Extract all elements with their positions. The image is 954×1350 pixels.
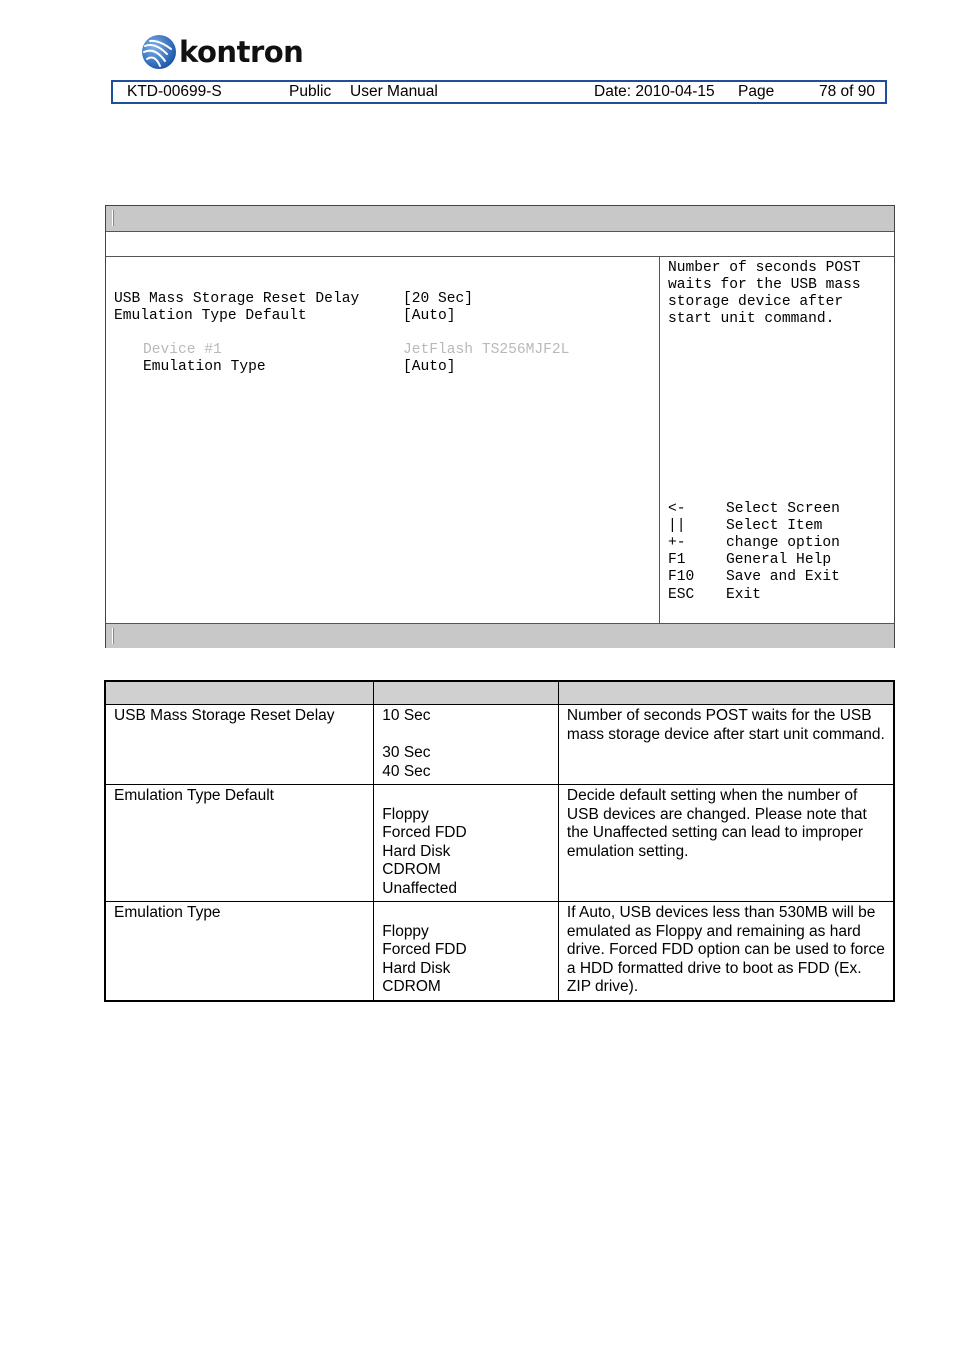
table-row bbox=[105, 705, 894, 785]
key-f10: F10 bbox=[668, 569, 695, 585]
key-action: Save and Exit bbox=[726, 569, 840, 585]
brand-name: kontron bbox=[179, 35, 304, 69]
bios-panel-divider bbox=[659, 257, 660, 623]
option-value: Forced FDD bbox=[382, 824, 467, 841]
feature-cell: Emulation Type Default bbox=[105, 785, 374, 902]
help-line: storage device after bbox=[668, 294, 844, 310]
doc-classification: Public bbox=[289, 83, 332, 100]
key-f1: F1 bbox=[668, 552, 686, 568]
doc-type: User Manual bbox=[350, 83, 438, 100]
column-header bbox=[558, 681, 894, 705]
key-action: change option bbox=[726, 535, 840, 551]
option-gap bbox=[382, 904, 550, 923]
help-line: start unit command. bbox=[668, 311, 835, 327]
page-number: 78 of 90 bbox=[819, 83, 876, 100]
option-value: Floppy bbox=[382, 922, 429, 940]
options-cell bbox=[374, 705, 559, 785]
device-emulation-label: Emulation Type bbox=[143, 359, 266, 375]
key-plusminus: +- bbox=[668, 535, 686, 551]
column-header bbox=[105, 681, 374, 705]
device-emulation-value[interactable]: [Auto] bbox=[403, 359, 456, 375]
option-value: Hard Disk bbox=[382, 842, 451, 860]
bios-menu-bar bbox=[106, 232, 894, 257]
option-value: CDROM bbox=[382, 861, 441, 878]
key-action: Select Screen bbox=[726, 501, 840, 517]
setting-value-reset-delay[interactable]: [20 Sec] bbox=[403, 291, 474, 307]
key-updown: || bbox=[668, 518, 686, 534]
option-value: Unaffected bbox=[382, 879, 457, 897]
description-cell: Number of seconds POST waits for the USB mass storage device after start unit command. bbox=[558, 705, 894, 785]
setting-label-emulation-default: Emulation Type Default bbox=[114, 308, 307, 324]
option-value: 30 Sec bbox=[382, 744, 431, 761]
option-value: Forced FDD bbox=[382, 941, 467, 958]
key-esc: ESC bbox=[668, 587, 695, 603]
feature-cell: Emulation Type bbox=[105, 902, 374, 1001]
setting-label-reset-delay: USB Mass Storage Reset Delay bbox=[114, 291, 360, 307]
setting-value-emulation-default[interactable]: [Auto] bbox=[403, 308, 456, 324]
option-value: 10 Sec bbox=[382, 707, 431, 724]
device-name: JetFlash TS256MJF2L bbox=[403, 342, 570, 358]
key-action: General Help bbox=[726, 552, 832, 568]
feature-cell: USB Mass Storage Reset Delay bbox=[105, 705, 374, 785]
key-left: <- bbox=[668, 501, 686, 517]
help-line: waits for the USB mass bbox=[668, 277, 861, 293]
table-row bbox=[105, 902, 894, 1001]
option-value: Floppy bbox=[382, 805, 429, 823]
help-line: Number of seconds POST bbox=[668, 260, 861, 276]
option-value: Hard Disk bbox=[382, 959, 451, 977]
device-label: Device #1 bbox=[143, 342, 222, 358]
options-cell bbox=[374, 902, 559, 1001]
description-cell: If Auto, USB devices less than 530MB will be emulated as Floppy and remaining as hard drive. Forced FDD option can be used to force a HDD formatted drive to boot as FDD (Ex. ZIP drive). bbox=[558, 902, 894, 1001]
option-value: 40 Sec bbox=[382, 762, 431, 780]
table-header-row bbox=[105, 681, 894, 705]
table-row bbox=[105, 785, 894, 902]
doc-id: KTD-00699-S bbox=[127, 83, 222, 100]
option-gap bbox=[382, 787, 550, 806]
description-cell: Decide default setting when the number of USB devices are changed. Please note that the Unaffected setting can lead to improper emulation setting. bbox=[558, 785, 894, 902]
option-gap bbox=[382, 726, 550, 745]
kontron-logo bbox=[141, 32, 303, 72]
options-table bbox=[104, 680, 895, 1002]
page-label: Page bbox=[738, 83, 775, 100]
options-cell bbox=[374, 785, 559, 902]
doc-date: Date: 2010-04-15 bbox=[594, 83, 715, 100]
document-header bbox=[111, 80, 887, 104]
column-header bbox=[374, 681, 559, 705]
bios-screen bbox=[105, 205, 895, 648]
bios-status-bar bbox=[106, 623, 894, 648]
kontron-globe-icon bbox=[141, 34, 177, 70]
key-action: Select Item bbox=[726, 518, 823, 534]
option-value: CDROM bbox=[382, 978, 441, 995]
bios-title-bar bbox=[106, 206, 894, 232]
key-action: Exit bbox=[726, 587, 762, 603]
